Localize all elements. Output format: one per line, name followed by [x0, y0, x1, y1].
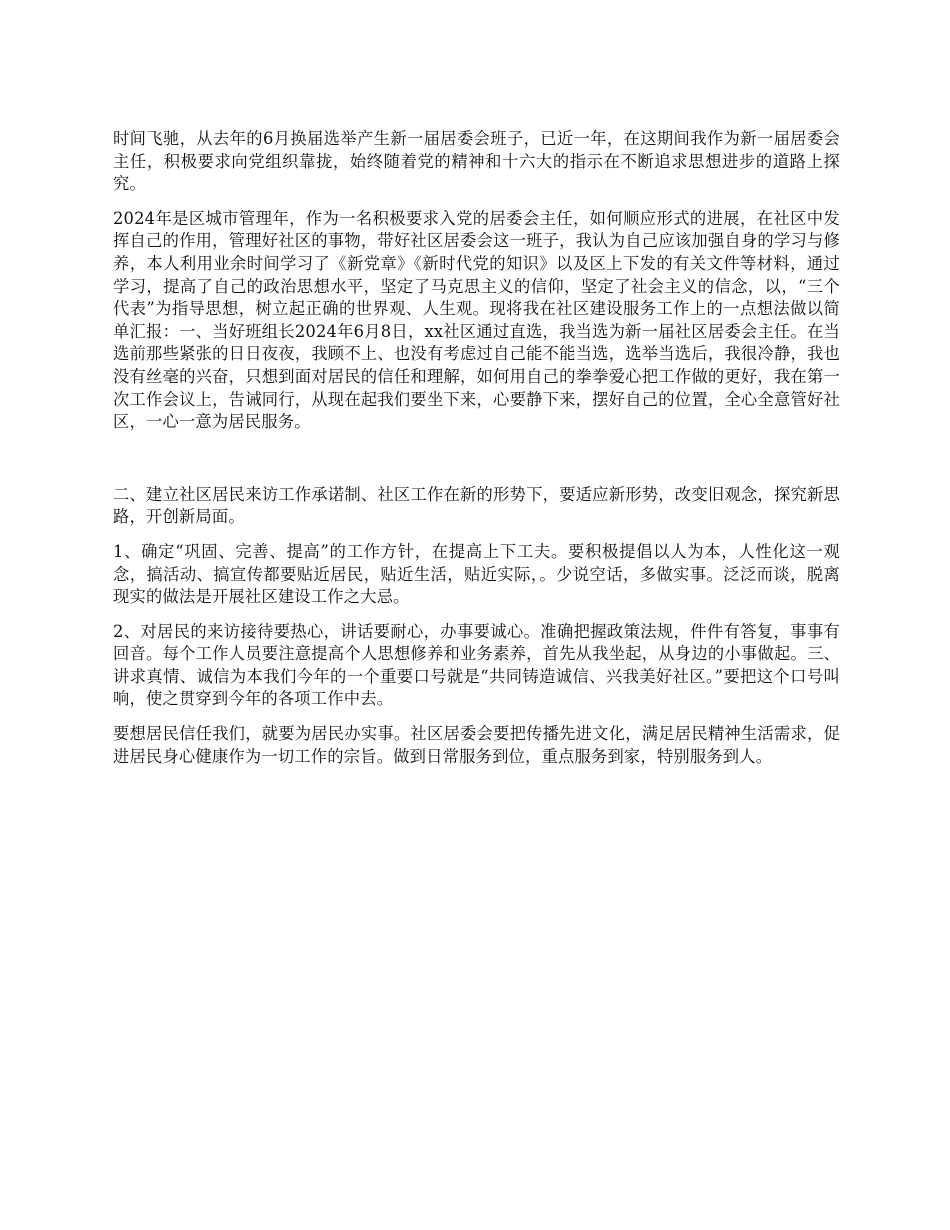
paragraph-3: 二、建立社区居民来访工作承诺制、社区工作在新的形势下，要适应新形势，改变旧观念，探究新思路，开创新局面。 [113, 484, 840, 527]
paragraph-5: 2、对居民的来访接待要热心，讲话要耐心，办事要诚心。准确把握政策法规，件件有答复，事事有回音。每个工作人员要注意提高个人思想修养和业务素养，首先从我坐起，从身边的小事做起。三、讲求真情、诚信为本我们今年的一个重要口号就是“共同铸造诚信、兴我美好社区。”要把这个口号叫响，使之贯穿到今年的各项工作中去。 [113, 621, 840, 709]
paragraph-6: 要想居民信任我们，就要为居民办实事。社区居委会要把传播先进文化，满足居民精神生活需求，促进居民身心健康作为一切工作的宗旨。做到日常服务到位，重点服务到家，特别服务到人。 [113, 724, 840, 766]
paragraph-1: 时间飞驰，从去年的6月换届选举产生新一届居委会班子，已近一年，在这期间我作为新一届居委会主任，积极要求向党组织靠拢，始终随着党的精神和十六大的指示在不断追求思想进步的道路上探究。 [113, 129, 840, 194]
paragraph-4: 1、确定“巩固、完善、提高”的工作方针，在提高上下工夫。要积极提倡以人为本，人性化这一观念，搞活动、搞宣传都要贴近居民，贴近生活，贴近实际，。少说空话，多做实事。泛泛而谈，脱离现实的做法是开展社区建设工作之大忌。 [113, 541, 840, 607]
document-body [113, 128, 840, 780]
paragraph-2: 2024年是区城市管理年，作为一名积极要求入党的居委会主任，如何顺应形式的进展，在社区中发挥自己的作用，管理好社区的事物，带好社区居委会这一班子，我认为自己应该加强自身的学习与修养，本人利用业余时间学习了《新党章》《新时代党的知识》以及区上下发的有关文件等材料，通过学习，提高了自己的政治思想水平，坚定了马克思主义的信仰，坚定了社会主义的信念，以，“三个代表”为指导思想，树立起正确的世界观、人生观。现将我在社区建设服务工作上的一点想法做以简单汇报：一、当好班组长2024年6月8日，xx社区通过直选，我当选为新一届社区居委会主任。在当选前那些紧张的日日夜夜，我顾不上、也没有考虑过自己能不能当选，选举当选后，我很冷静，我也没有丝毫的兴奋，只想到面对居民的信任和理解，如何用自己的拳拳爱心把工作做的更好，我在第一次工作会议上，告诫同行，从现在起我们要坐下来，心要静下来，摆好自己的位置，全心全意管好社区，一心一意为居民服务。 [113, 208, 840, 432]
